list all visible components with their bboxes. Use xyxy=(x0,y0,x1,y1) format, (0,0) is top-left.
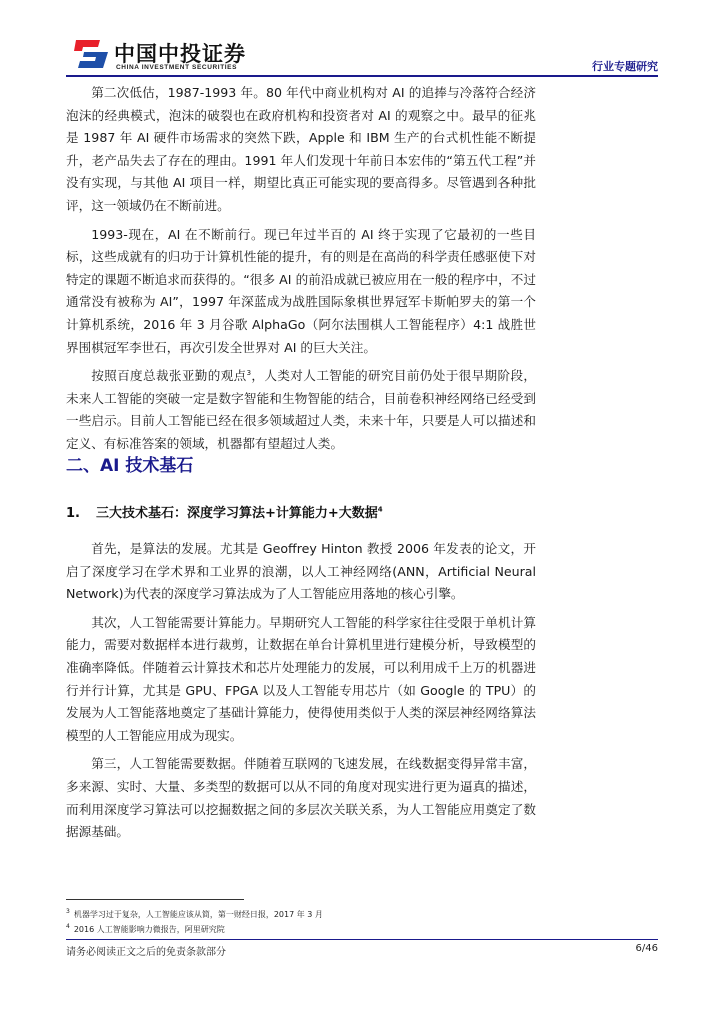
disclaimer-notice: 请务必阅读正文之后的免责条款部分 xyxy=(66,947,226,958)
subsection-number: 1. xyxy=(66,506,80,521)
page-number: 6/46 xyxy=(635,943,658,954)
subsection-title: 三大技术基石：深度学习算法+计算能力+大数据 xyxy=(96,506,378,521)
footer-divider xyxy=(66,939,658,940)
page-header xyxy=(66,38,658,78)
body-bottom xyxy=(66,538,536,844)
footnote-ref-4[interactable]: 4 xyxy=(377,505,383,514)
paragraph-algorithms: 首先，是算法的发展。尤其是 Geoffrey Hinton 教授 2006 年发表的论文，开启了深度学习在学术界和工业界的浪潮，以人工神经网络(ANN，Artificial Neural Network)为代表的深度学习算法成为了人工智能应用落地的核心引擎。 xyxy=(66,541,536,602)
paragraph-computing-power: 其次，人工智能需要计算能力。早期研究人工智能的科学家往往受限于单机计算能力，需要对数据样本进行裁剪，让数据在单台计算机里进行建模分析，导致模型的准确率降低。伴随着云计算技术和芯片处理能力的发展，可以利用成千上万的机器进行并行计算，尤其是 GPU、FPGA 以及人工智能专用芯片（如 Google 的 TPU）的发展为人工智能落地奠定了基础计算能力，使得使用类似于人类的深层神经网络算法模型的人工智能应用成为现实。 xyxy=(66,614,536,743)
paragraph-1993-present: 1993-现在，AI 在不断前行。现已年过半百的 AI 终于实现了它最初的一些目标，这些成就有的归功于计算机性能的提升，有的则是在高尚的科学责任感驱使下对特定的课题不断追求而获得的。“很多 AI 的前沿成就已被应用在一般的程序中，不过通常没有被称为 AI”，1997 年深蓝成为战胜国际象棋世界冠军卡斯帕罗夫的第一个计算机系统，2016 年 3 月谷歌 AlphaGo（阿尔法围棋人工智能程序）4:1 战胜世界围棋冠军李世石，再次引发全世界对 AI 的巨大关注。 xyxy=(66,226,536,355)
subsection-heading xyxy=(66,502,383,521)
company-name-en: CHINA INVESTMENT SECURITIES xyxy=(116,64,238,71)
paragraph-baidu-view: 按照百度总裁张亚勤的观点$^3$，人类对人工智能的研究目前仍处于很早期阶段，未来人工智能的突破一定是数字智能和生物智能的结合，目前卷积神经网络已经受到一些启示。目前人工智能已经在很多领域超过人类，未来十年，只要是人可以描述和定义、有标准答案的领域，机器都有望超过人类。 xyxy=(66,368,537,451)
report-type-label: 行业专题研究 xyxy=(592,60,658,73)
company-name-cn: 中国中投证券 xyxy=(114,42,246,66)
paragraph-second-downturn: 第二次低估，1987-1993 年。80 年代中商业机构对 AI 的追捧与冷落符合经济泡沫的经典模式，泡沫的破裂也在政府机构和投资者对 AI 的观察之中。最早的征兆是 1987 年 AI 硬件市场需求的突然下跌，Apple 和 IBM 生产的台式机性能不断提升，老产品失去了存在的理由。1991 年人们发现十年前日本宏伟的“第五代工程”并没有实现，与其他 AI 项目一样，期望比真正可能实现的要高得多。尽管遇到各种批评，这一领域仍在不断前进。 xyxy=(66,85,536,213)
footnote-divider xyxy=(66,899,244,900)
body-top xyxy=(66,82,536,456)
header-divider xyxy=(66,75,658,77)
footnote-4: $^4$ 2016 人工智能影响力微报告，阿里研究院 xyxy=(66,923,225,934)
company-logo-icon xyxy=(70,40,108,68)
footnote-3: $^3$ 机器学习过于复杂，人工智能应该从简，第一财经日报，2017 年 3 月 xyxy=(66,908,323,919)
footnotes xyxy=(66,907,323,937)
footnote-ref-3[interactable]: 3 xyxy=(246,368,252,377)
section-heading: 二、AI 技术基石 xyxy=(66,456,194,476)
paragraph-data: 第三，人工智能需要数据。伴随着互联网的飞速发展，在线数据变得异常丰富，多来源、实时、大量、多类型的数据可以从不同的角度对现实进行更为逼真的描述，而利用深度学习算法可以挖掘数据之间的多层次关联关系，为人工智能应用奠定了数据源基础。 xyxy=(66,756,536,840)
